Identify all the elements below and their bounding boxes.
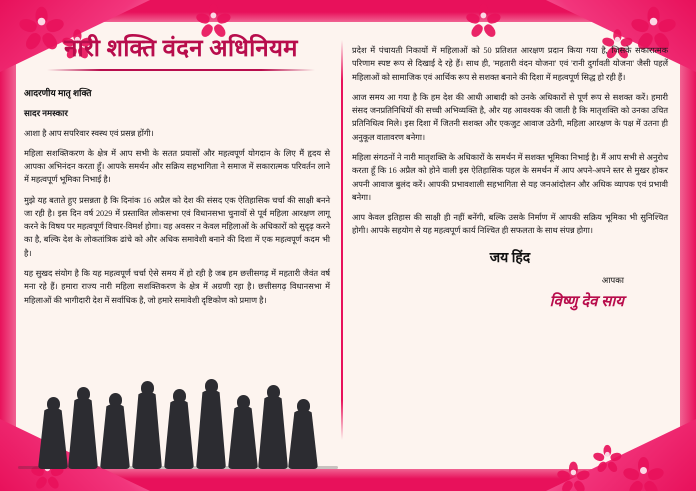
salutation: आदरणीय मातृ शक्ति	[24, 88, 92, 98]
woman-silhouette	[256, 385, 290, 469]
woman-silhouette	[194, 379, 228, 469]
paragraph: मुझे यह बताते हुए प्रसन्नता है कि दिनांक 16 अप्रैल को देश की संसद एक ऐतिहासिक चर्चा की साक्षी बनने जा रही है। इस दिन वर्ष 2029 में प्रस्तावित लोकसभा एवं विधानसभा चुनावों से पूर्व महिला आरक्षण लागू करने के विषय पर महत्वपूर्ण विचार-विमर्श होगा। यह अवसर न केवल महिलाओं के अधिकारों को सुदृढ़ करने का है, बल्कि देश के लोकतांत्रिक ढांचे को और अधिक समावेशी बनाने की दिशा में एक महत्वपूर्ण कदम भी है।	[24, 195, 330, 258]
closing-salutation: जय हिंद	[489, 250, 531, 266]
flower-icon	[202, 4, 224, 26]
border-right	[680, 0, 696, 491]
flower-icon	[630, 457, 656, 483]
paragraph: प्रदेश में पंचायती निकायों में महिलाओं को 50 प्रतिशत आरक्षण प्रदान किया गया है, जिसके सकारात्मक परिणाम स्पष्ट रूप से दिखाई दे रहे हैं। साथ ही, 'महतारी वंदन योजना' एवं 'रानी दुर्गावती योजना' जैसी पहलें महिलाओं को सामाजिक एवं आर्थिक रूप से सशक्त बनाने की दिशा में महत्वपूर्ण सिद्ध हो रही हैं।	[352, 46, 668, 82]
woman-silhouette	[226, 395, 260, 469]
woman-silhouette	[130, 381, 164, 469]
paragraph: महिला संगठनों ने नारी मातृशक्ति के अधिकारों के समर्थन में सशक्त भूमिका निभाई है। मैं आप सभी से अनुरोध करता हूँ कि 16 अप्रैल को होने वाली इस ऐतिहासिक पहल के समर्थन में आप अपने-अपने स्तर से मुखर होकर अपनी आवाज बुलंद करें। आपकी प्रभावशाली सहभागिता से यह जनआंदोलन और अधिक व्यापक एवं प्रभावी बनेगा।	[352, 152, 668, 202]
woman-silhouette	[66, 387, 100, 469]
greeting: सादर नमस्कार	[24, 107, 68, 118]
paragraph: महिला सशक्तिकरण के क्षेत्र में आप सभी के सतत प्रयासों और महत्वपूर्ण योगदान के लिए मैं हृदय से आपका अभिनंदन करता हूँ। आपके समर्थन और सक्रिय सहभागिता ने समाज में सकारात्मक परिवर्तन लाने में महत्वपूर्ण भूमिका निभाई है।	[24, 148, 330, 185]
woman-silhouette	[162, 389, 196, 469]
title-divider	[47, 69, 315, 71]
flower-icon	[563, 462, 584, 483]
page-title: नारी शक्ति वंदन अधिनियम	[64, 36, 298, 62]
paragraph: यह सुखद संयोग है कि यह महत्वपूर्ण चर्चा ऐसे समय में हो रही है जब हम छत्तीसगढ़ में महतारी जैवंत वर्ष मना रहे हैं। हमारा राज्य नारी महिला सशक्तिकरण के क्षेत्र में अग्रणी रहा है। छत्तीसगढ़ विधानसभा में महिलाओं की भागीदारी देश में सर्वाधिक है, जो हमारे समावेशी दृष्टिकोण को प्रमाण है।	[24, 269, 330, 305]
signature-name: विष्णु देव साय	[549, 294, 624, 311]
woman-silhouette	[286, 399, 320, 469]
paragraph: आज समय आ गया है कि हम देश की आधी आबादी को उनके अधिकारों से पूर्ण रूप से सशक्त करें। हमारी संसद जनप्रतिनिधियों की सच्ची अभिव्यक्ति है, और यह आवश्यक की जाती है कि मातृशक्ति को उनका उचित प्रतिनिधित्व मिले। इस दिशा में जितनी सशक्त और एकजुट आवाज उठेगी, महिला आरक्षण के पक्ष में उतना ही अनुकूल वातावरण बनेगा।	[352, 92, 668, 142]
letter-body-left	[24, 86, 330, 314]
flower-icon	[639, 7, 668, 36]
flower-icon	[472, 4, 494, 26]
flower-icon	[27, 7, 56, 36]
signature-label: आपका	[601, 275, 624, 286]
paragraph: आशा है आप सपरिवार स्वस्थ एवं प्रसन्न होंगी।	[24, 128, 154, 138]
letter-body-right	[352, 44, 668, 314]
women-silhouette-group	[36, 361, 326, 469]
column-divider	[341, 40, 343, 440]
document-title-block	[22, 36, 340, 71]
flower-icon	[598, 445, 616, 463]
woman-silhouette	[98, 393, 132, 469]
paragraph: आप केवल इतिहास की साक्षी ही नहीं बनेंगी, बल्कि उसके निर्माण में आपकी सक्रिय भूमिका भी सुनिश्चित होगी। आपके सहयोग से यह महत्वपूर्ण कार्य निश्चित ही सफलता के साथ संपन्न होगा।	[352, 213, 668, 236]
woman-silhouette	[36, 397, 70, 469]
signature-block	[352, 274, 668, 314]
border-left	[0, 0, 16, 491]
